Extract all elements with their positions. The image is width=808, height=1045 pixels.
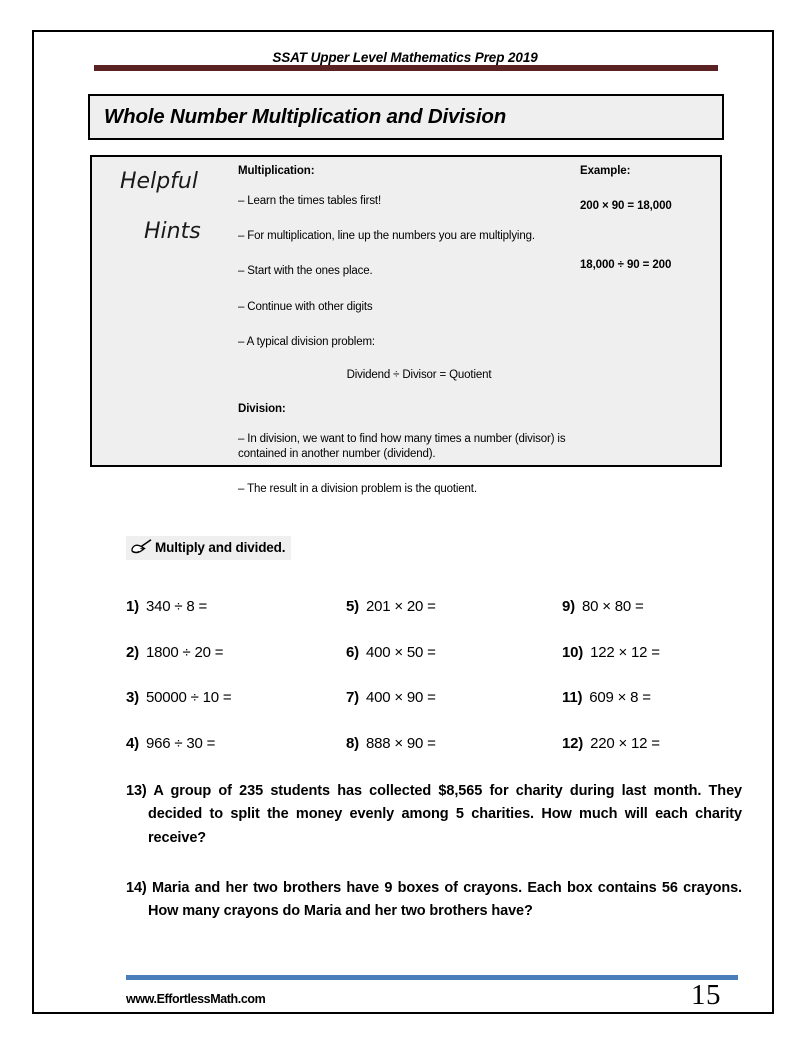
exercise-problem: 201 × 20 = bbox=[365, 598, 436, 615]
exercise-row bbox=[126, 689, 736, 735]
hints-division-formula: Dividend ÷ Divisor = Quotient bbox=[346, 368, 492, 381]
hints-item: – The result in a division problem is the quotient. bbox=[238, 483, 477, 496]
exercise-problem: 220 × 12 = bbox=[590, 734, 660, 752]
instruction-strip bbox=[126, 536, 291, 560]
running-head: SSAT Upper Level Mathematics Prep 2019 bbox=[272, 50, 538, 65]
instruction-label: Multiply and divided. bbox=[155, 540, 286, 555]
exercise-problem: 888 × 90 = bbox=[365, 734, 436, 752]
hints-item: – For multiplication, line up the numbers you are multiplying. bbox=[238, 230, 535, 243]
exercise-row bbox=[126, 644, 736, 690]
hints-example-column bbox=[580, 165, 716, 271]
word-problem: 14) Maria and her two brothers have 9 boxes of crayons. Each box contains 56 crayons. How many crayons do Maria and her two brothers have? bbox=[126, 880, 742, 920]
page-frame bbox=[32, 30, 774, 1014]
exercise-number: 9) bbox=[562, 598, 575, 615]
helpful-hints-box bbox=[90, 155, 722, 496]
exercise-number: 10) bbox=[562, 643, 584, 661]
exercise-number: 12) bbox=[562, 734, 584, 752]
exercise-number: 2) bbox=[126, 643, 139, 661]
hints-item: – Start with the ones place. bbox=[238, 265, 373, 278]
exercise-number: 11) bbox=[562, 689, 583, 706]
hints-content bbox=[238, 165, 578, 518]
hints-division-heading: Division: bbox=[238, 403, 286, 416]
header-rule bbox=[94, 65, 718, 71]
hints-example-line: 18,000 ÷ 90 = 200 bbox=[580, 259, 672, 271]
word-problem: 13) A group of 235 students has collected $8,565 for charity during last month. They decided to split the money evenly among 5 charities. How much will each charity receive? bbox=[126, 783, 742, 846]
hints-multiplication-heading: Multiplication: bbox=[238, 165, 315, 177]
hints-item: – In division, we want to find how many times a number (divisor) is contained in another number (dividend). bbox=[238, 433, 566, 461]
exercise-item bbox=[562, 689, 651, 706]
quill-pen-icon bbox=[130, 539, 152, 556]
page-number: 15 bbox=[691, 979, 721, 1011]
exercise-item bbox=[346, 735, 436, 752]
exercise-number: 1) bbox=[126, 598, 139, 615]
exercise-problem: 122 × 12 = bbox=[590, 643, 660, 661]
exercise-item bbox=[126, 689, 231, 706]
hints-label-hints: Hints bbox=[144, 219, 201, 244]
footer-website: www.EffortlessMath.com bbox=[126, 992, 266, 1006]
exercise-item bbox=[562, 735, 660, 752]
footer-rule bbox=[126, 975, 738, 980]
exercise-number: 8) bbox=[346, 734, 359, 752]
exercise-number: 6) bbox=[346, 643, 359, 661]
exercise-item bbox=[562, 644, 660, 661]
hints-example-line: 200 × 90 = 18,000 bbox=[580, 200, 672, 212]
exercise-number: 3) bbox=[126, 689, 139, 706]
exercise-item bbox=[126, 598, 207, 615]
exercise-number: 5) bbox=[346, 598, 359, 615]
exercise-problem: 400 × 90 = bbox=[365, 689, 436, 706]
exercise-problem: 609 × 8 = bbox=[589, 689, 651, 706]
exercise-item bbox=[126, 735, 215, 752]
exercise-problem: 966 ÷ 30 = bbox=[145, 734, 216, 752]
exercise-number: 7) bbox=[346, 689, 359, 706]
exercise-row bbox=[126, 735, 736, 781]
hints-item: – Continue with other digits bbox=[238, 300, 373, 313]
hints-example-heading: Example: bbox=[580, 165, 631, 177]
exercise-row bbox=[126, 598, 736, 644]
chapter-title-box bbox=[88, 94, 724, 140]
exercise-number: 4) bbox=[126, 734, 139, 752]
hints-item: – Learn the times tables first! bbox=[238, 195, 382, 207]
exercise-problem: 340 ÷ 8 = bbox=[145, 598, 208, 615]
page-title: Whole Number Multiplication and Division bbox=[104, 105, 507, 128]
exercise-problem: 1800 ÷ 20 = bbox=[145, 643, 224, 661]
exercise-problem: 400 × 50 = bbox=[365, 643, 436, 661]
exercise-problem: 50000 ÷ 10 = bbox=[145, 689, 232, 706]
exercise-item bbox=[126, 644, 223, 661]
exercise-item bbox=[346, 598, 436, 615]
hints-item: – A typical division problem: bbox=[238, 335, 375, 348]
exercise-grid bbox=[126, 598, 736, 780]
hints-label-helpful: Helpful bbox=[120, 169, 198, 194]
exercise-item bbox=[346, 689, 436, 706]
exercise-item bbox=[562, 598, 644, 615]
exercise-item bbox=[346, 644, 436, 661]
exercise-problem: 80 × 80 = bbox=[581, 598, 644, 615]
